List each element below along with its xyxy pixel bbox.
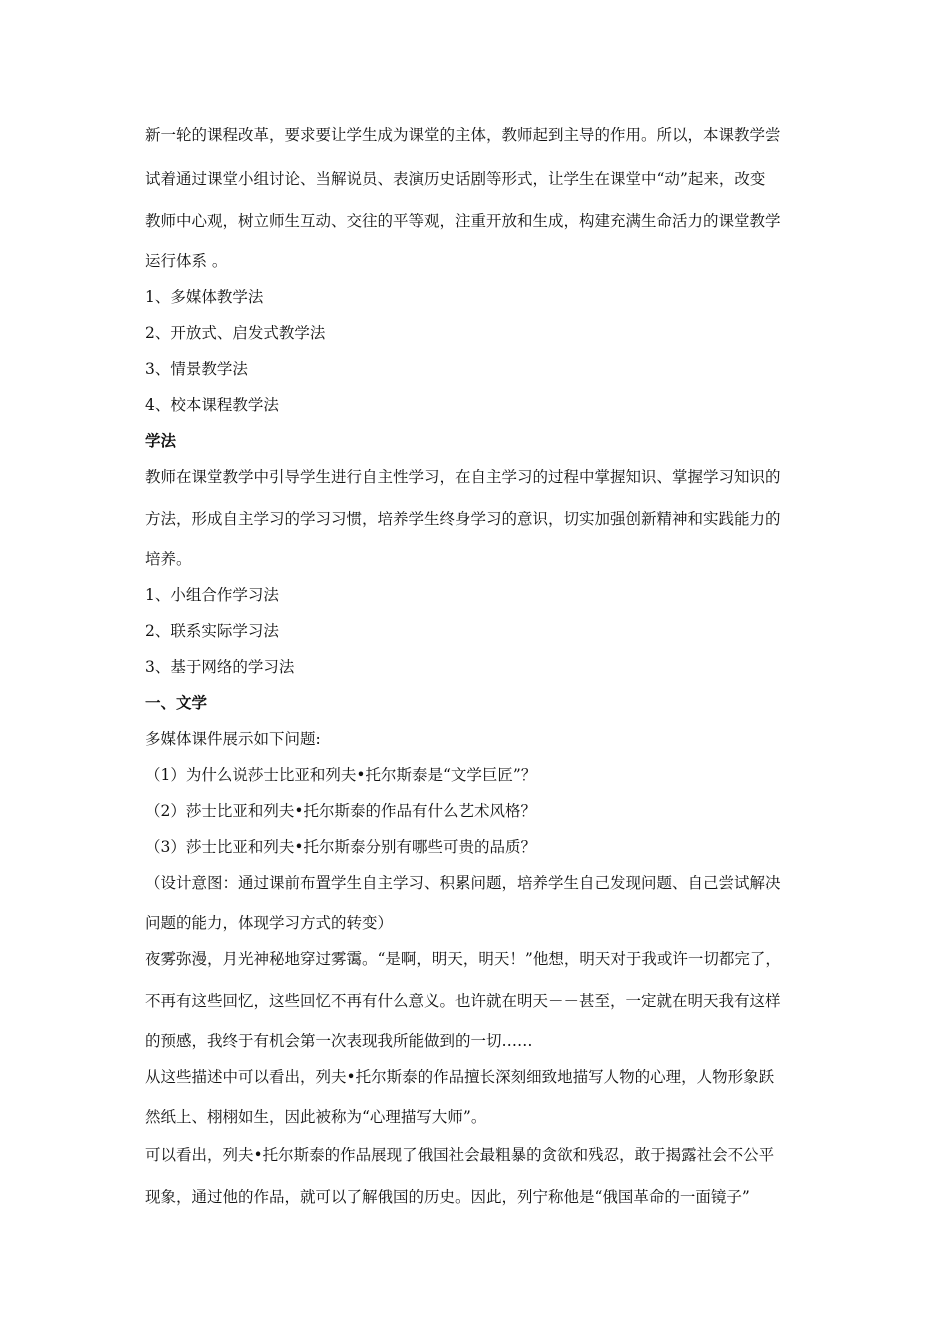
list-item: 2、联系实际学习法: [145, 622, 279, 640]
question-item: （1）为什么说莎士比亚和列夫•托尔斯泰是“文学巨匠”？: [145, 766, 537, 784]
intro-line: 多媒体课件展示如下问题:: [145, 730, 321, 748]
list-item: 1、多媒体教学法: [145, 288, 264, 306]
paragraph-line: 新一轮的课程改革，要求要让学生成为课堂的主体，教师起到主导的作用。所以，本课教学尝: [145, 126, 781, 144]
list-item: 4、校本课程教学法: [145, 396, 279, 414]
list-item: 3、基于网络的学习法: [145, 658, 295, 676]
quote-line: 不再有这些回忆，这些回忆不再有什么意义。也许就在明天－－甚至，一定就在明天我有这样: [145, 992, 781, 1010]
question-item: （2）莎士比亚和列夫•托尔斯泰的作品有什么艺术风格？: [145, 802, 537, 820]
section-heading: 学法: [145, 431, 177, 450]
analysis-line: 现象，通过他的作品，就可以了解俄国的历史。因此，列宁称他是“俄国革命的一面镜子”: [145, 1188, 750, 1206]
paragraph-line: 教师中心观，树立师生互动、交往的平等观，注重开放和生成，构建充满生命活力的课堂教学: [145, 212, 781, 230]
paragraph-line: 方法，形成自主学习的学习习惯，培养学生终身学习的意识，切实加强创新精神和实践能力的: [145, 510, 781, 528]
quote-line: 的预感，我终于有机会第一次表现我所能做到的一切……: [145, 1032, 533, 1050]
analysis-line: 从这些描述中可以看出，列夫•托尔斯泰的作品擅长深刻细致地描写人物的心理，人物形象跃: [145, 1068, 775, 1086]
paragraph-line: 培养。: [145, 550, 192, 568]
design-intent-line: （设计意图：通过课前布置学生自主学习、积累问题，培养学生自己发现问题、自己尝试解决: [145, 874, 781, 892]
paragraph-line: 试着通过课堂小组讨论、当解说员、表演历史话剧等形式，让学生在课堂中“动”起来，改变: [145, 170, 766, 188]
section-heading: 一、文学: [145, 693, 208, 712]
paragraph-line: 运行体系 。: [145, 252, 228, 270]
paragraph-line: 教师在课堂教学中引导学生进行自主性学习，在自主学习的过程中掌握知识、掌握学习知识的: [145, 468, 781, 486]
question-item: （3）莎士比亚和列夫•托尔斯泰分别有哪些可贵的品质？: [145, 838, 537, 856]
design-intent-line: 问题的能力，体现学习方式的转变）: [145, 914, 394, 932]
list-item: 3、情景教学法: [145, 360, 248, 378]
quote-line: 夜雾弥漫，月光神秘地穿过雾霭。“是啊，明天，明天！”他想，明天对于我或许一切都完了，: [145, 950, 781, 968]
analysis-line: 然纸上、栩栩如生，因此被称为“心理描写大师”。: [145, 1108, 487, 1126]
list-item: 2、开放式、启发式教学法: [145, 324, 326, 342]
analysis-line: 可以看出，列夫•托尔斯泰的作品展现了俄国社会最粗暴的贪欲和残忍，敢于揭露社会不公平: [145, 1146, 775, 1164]
list-item: 1、小组合作学习法: [145, 586, 279, 604]
